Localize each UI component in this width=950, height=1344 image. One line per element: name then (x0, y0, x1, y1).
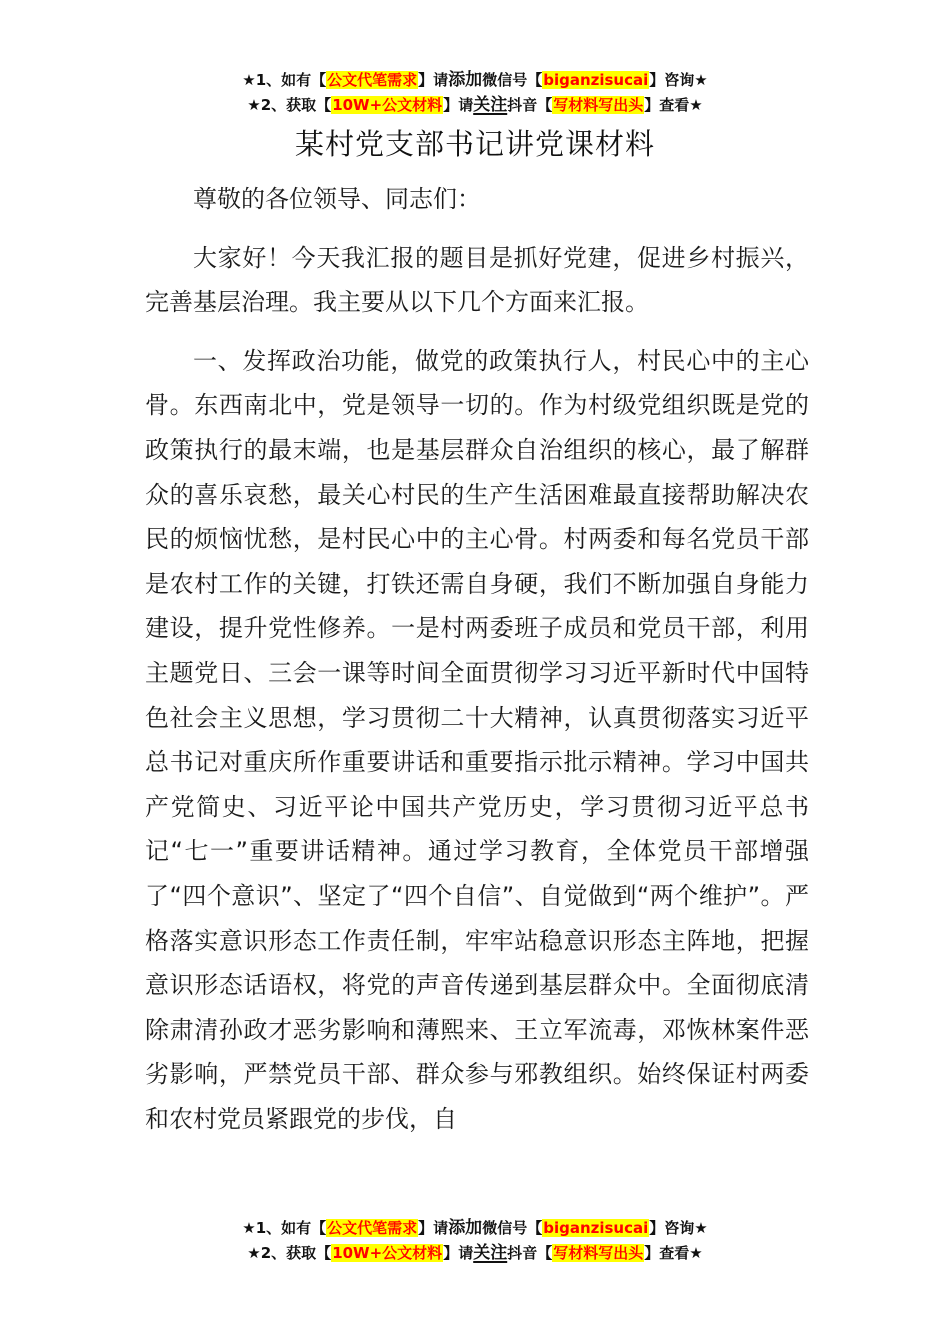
promo-line-1: ★1、如有【公文代笔需求】请添加微信号【biganzisucai】咨询★ (242, 1218, 708, 1238)
highlight-douyin-account: 写材料写出头 (553, 96, 644, 114)
paragraph-section-1: 一、发挥政治功能，做党的政策执行人，村民心中的主心骨。东西南北中，党是领导一切的。作为村级党组织既是党的政策执行的最末端，也是基层群众自治组织的核心，最了解群众的喜乐哀愁，最关心村民的生产生活困难最直接帮助解决农民的烦恼忧愁，是村民心中的主心骨。村两委和每名党员干部是农村工作的关键，打铁还需自身硬，我们不断加强自身能力建设，提升党性修养。一是村两委班子成员和党员干部，利用主题党日、三会一课等时间全面贯彻学习习近平新时代中国特色社会主义思想，学习贯彻二十大精神，认真贯彻落实习近平总书记对重庆所作重要讲话和重要指示批示精神。学习中国共产党简史、习近平论中国共产党历史，学习贯彻习近平总书记“七一”重要讲话精神。通过学习教育，全体党员干部增强了“四个意识”、坚定了“四个自信”、自觉做到“两个维护”。严格落实意识形态工作责任制，牢牢站稳意识形态主阵地，把握意识形态话语权，将党的声音传递到基层群众中。全面彻底清除肃清孙政才恶劣影响和薄熙来、王立军流毒，邓恢林案件恶劣影响，严禁党员干部、群众参与邪教组织。始终保证村两委和农村党员紧跟党的步伐，自 (145, 346, 809, 1133)
highlight-materials: 10W+公文材料 (332, 1244, 443, 1262)
promo-line-2: ★2、获取【10W+公文材料】请关注抖音【写材料写出头】查看★ (247, 1243, 703, 1263)
promo-line-2: ★2、获取【10W+公文材料】请关注抖音【写材料写出头】查看★ (247, 95, 703, 115)
promo-line-1: ★1、如有【公文代笔需求】请添加微信号【biganzisucai】咨询★ (242, 70, 708, 90)
highlight-service: 公文代笔需求 (327, 1219, 418, 1237)
document-body (145, 177, 809, 1155)
promo-banner-top (0, 68, 950, 118)
highlight-douyin-account: 写材料写出头 (553, 1244, 644, 1262)
highlight-service: 公文代笔需求 (327, 71, 418, 89)
promo-banner-bottom (0, 1216, 950, 1266)
highlight-materials: 10W+公文材料 (332, 96, 443, 114)
document-title: 某村党支部书记讲党课材料 (294, 127, 655, 161)
salutation: 尊敬的各位领导、同志们： (193, 185, 481, 213)
highlight-wechat-id: biganzisucai (543, 71, 649, 89)
paragraph-intro: 大家好！今天我汇报的题目是抓好党建，促进乡村振兴，完善基层治理。我主要从以下几个方面来汇报。 (145, 243, 809, 317)
highlight-wechat-id: biganzisucai (543, 1219, 649, 1237)
